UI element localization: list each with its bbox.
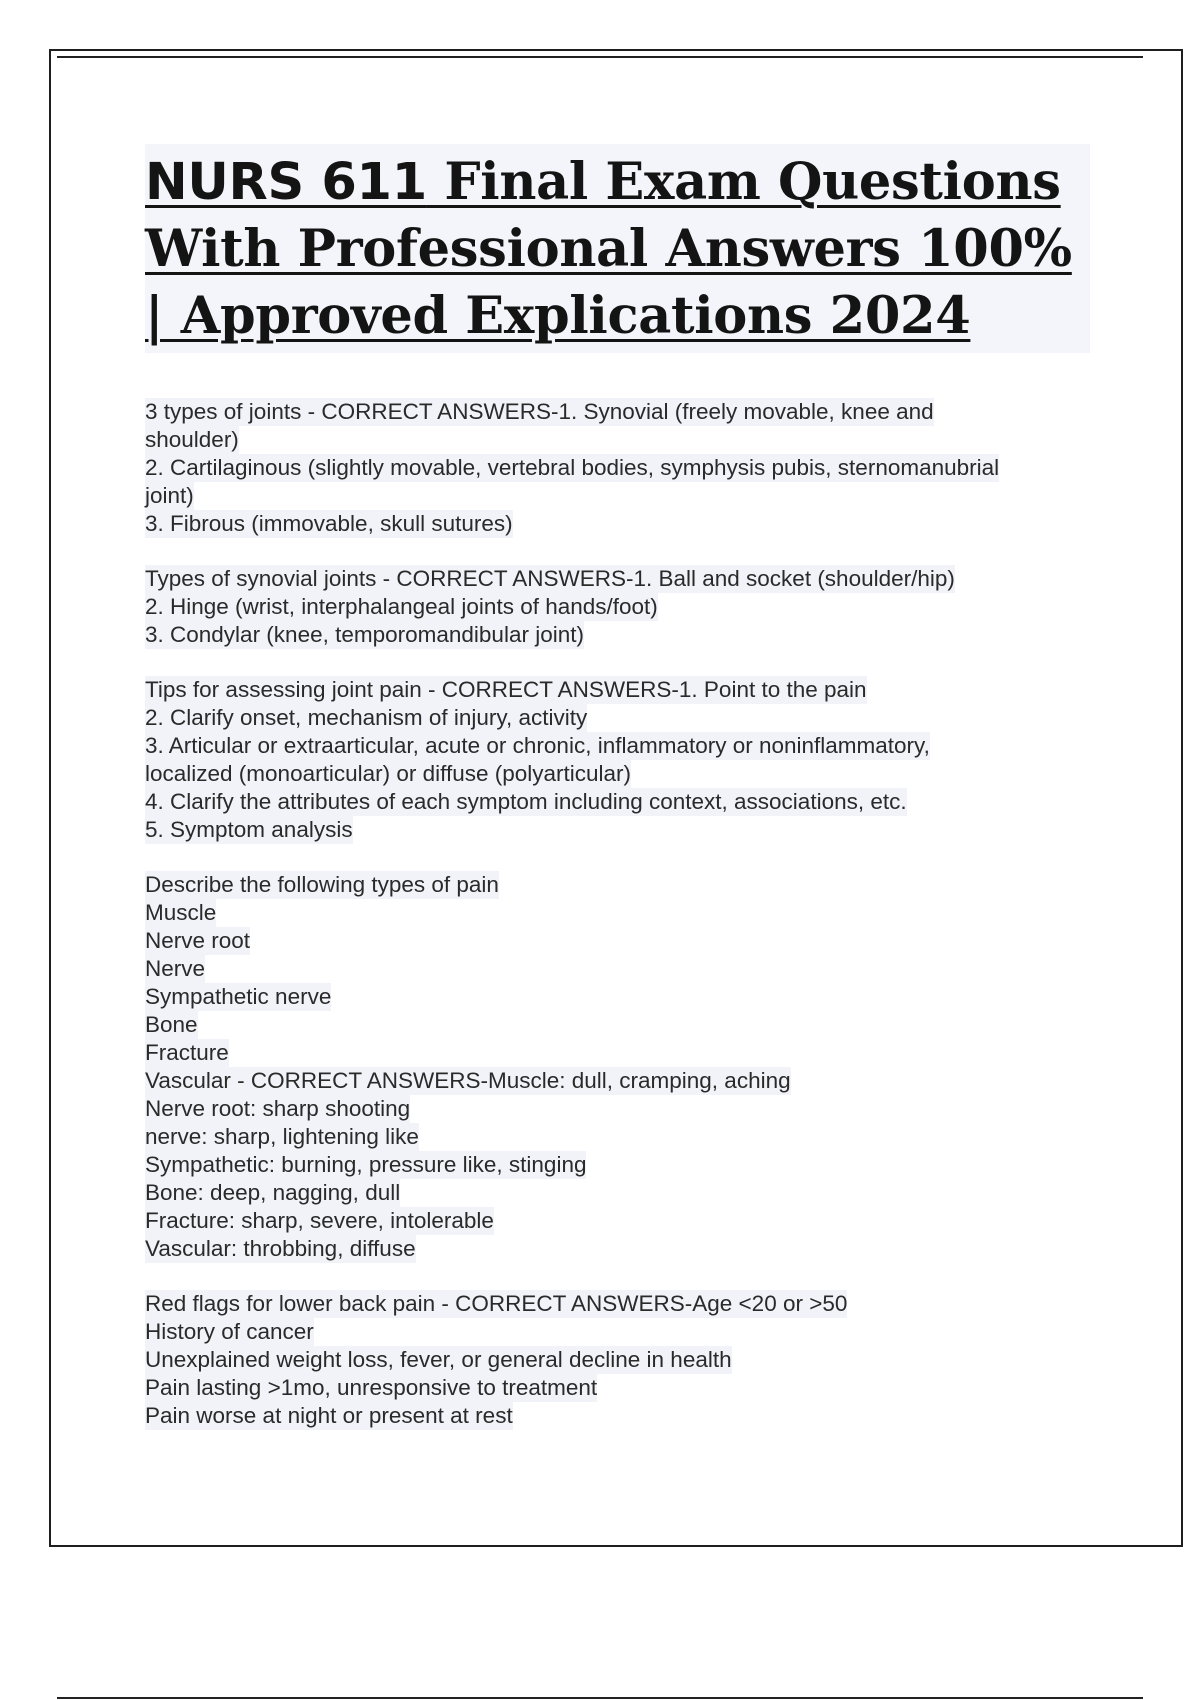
qa-line: 3 types of joints - CORRECT ANSWERS-1. Synovial (freely movable, knee and <box>145 399 934 424</box>
qa-block-synovial-joints <box>145 565 1085 649</box>
qa-line: Pain lasting >1mo, unresponsive to treatment <box>145 1375 598 1400</box>
qa-line: Muscle <box>145 900 217 925</box>
qa-line: 3. Articular or extraarticular, acute or chronic, inflammatory or noninflammatory, <box>145 733 930 758</box>
course-code: NURS 611 <box>145 153 427 212</box>
qa-block-back-pain-red-flags <box>145 1290 1085 1430</box>
qa-line: Vascular: throbbing, diffuse <box>145 1236 416 1261</box>
qa-line: History of cancer <box>145 1319 314 1344</box>
qa-line: Unexplained weight loss, fever, or general decline in health <box>145 1347 732 1372</box>
qa-line: Vascular - CORRECT ANSWERS-Muscle: dull, cramping, aching <box>145 1068 791 1093</box>
qa-line: Types of synovial joints - CORRECT ANSWERS-1. Ball and socket (shoulder/hip) <box>145 566 955 591</box>
title-block <box>145 144 1090 353</box>
qa-line: 5. Symptom analysis <box>145 817 353 842</box>
qa-line: localized (monoarticular) or diffuse (polyarticular) <box>145 761 632 786</box>
qa-line: Nerve root: sharp shooting <box>145 1096 411 1121</box>
qa-line: Red flags for lower back pain - CORRECT ANSWERS-Age <20 or >50 <box>145 1291 848 1316</box>
qa-line: 2. Clarify onset, mechanism of injury, activity <box>145 705 588 730</box>
qa-line: nerve: sharp, lightening like <box>145 1124 419 1149</box>
qa-line: Nerve root <box>145 928 251 953</box>
qa-line: joint) <box>145 483 194 508</box>
qa-content <box>145 398 1085 1457</box>
qa-line: 3. Condylar (knee, temporomandibular joint) <box>145 622 584 647</box>
title-text: Final Exam Questions With Professional Answers 100% | Approved Explications 2024 <box>145 152 1072 346</box>
qa-line: Tips for assessing joint pain - CORRECT ANSWERS-1. Point to the pain <box>145 677 867 702</box>
qa-line: 4. Clarify the attributes of each symptom including context, associations, etc. <box>145 789 907 814</box>
qa-line: Fracture: sharp, severe, intolerable <box>145 1208 494 1233</box>
document-title <box>145 149 1090 350</box>
qa-line: Sympathetic: burning, pressure like, stinging <box>145 1152 587 1177</box>
bottom-rule <box>57 1697 1143 1699</box>
qa-line: 3. Fibrous (immovable, skull sutures) <box>145 511 513 536</box>
top-rule <box>57 56 1143 58</box>
qa-block-joint-types <box>145 398 1085 538</box>
qa-line: Nerve <box>145 956 206 981</box>
qa-line: 2. Cartilaginous (slightly movable, vertebral bodies, symphysis pubis, sternomanubrial <box>145 455 1000 480</box>
qa-block-joint-pain <box>145 676 1085 844</box>
qa-line: Sympathetic nerve <box>145 984 332 1009</box>
qa-line: Describe the following types of pain <box>145 872 499 897</box>
qa-line: Bone: deep, nagging, dull <box>145 1180 401 1205</box>
qa-line: Pain worse at night or present at rest <box>145 1403 513 1428</box>
qa-line: shoulder) <box>145 427 239 452</box>
qa-line: Bone <box>145 1012 198 1037</box>
qa-line: Fracture <box>145 1040 229 1065</box>
qa-line: 2. Hinge (wrist, interphalangeal joints of hands/foot) <box>145 594 658 619</box>
qa-block-pain-types <box>145 871 1085 1263</box>
